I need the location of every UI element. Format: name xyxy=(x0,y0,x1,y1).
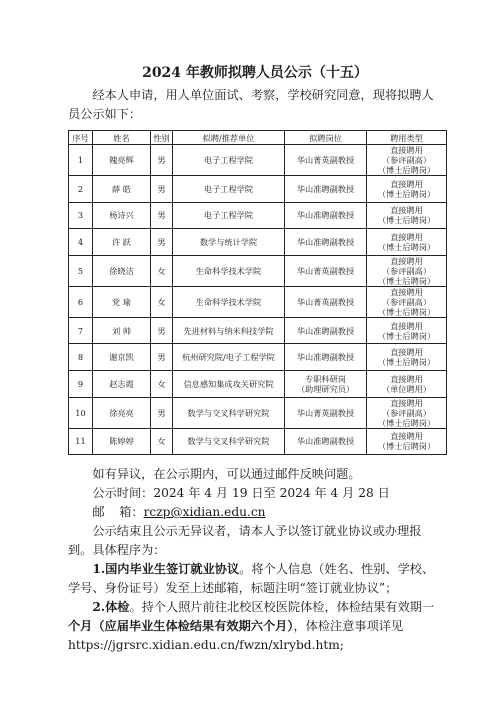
table-row xyxy=(69,344,447,371)
cell-name: 杨诗兴 xyxy=(93,202,151,229)
table-row xyxy=(69,255,447,286)
cell-name: 刘 帅 xyxy=(93,317,151,344)
cell-gender: 女 xyxy=(151,370,173,397)
table-body xyxy=(69,145,447,455)
cell-unit: 信息感知集成攻关研究院 xyxy=(173,370,285,397)
cell-unit: 先进材料与纳米科技学院 xyxy=(173,317,285,344)
header-type: 聘用类型 xyxy=(367,131,447,145)
cell-name: 谢京凯 xyxy=(93,344,151,371)
cell-name: 隗亮辉 xyxy=(93,145,151,176)
cell-no: 6 xyxy=(69,286,93,317)
cell-position: 华山菁英副教授 xyxy=(285,255,367,286)
cell-gender: 男 xyxy=(151,202,173,229)
cell-no: 7 xyxy=(69,317,93,344)
cell-position: 华山准聘副教授 xyxy=(285,176,367,203)
cell-name: 徐亮亮 xyxy=(93,397,151,428)
cell-no: 4 xyxy=(69,229,93,256)
period-label: 公示时间： xyxy=(92,486,154,501)
cell-position: 华山准聘副教授 xyxy=(285,229,367,256)
cell-name: 徐晓洁 xyxy=(93,255,151,286)
cell-name: 党 瑜 xyxy=(93,286,151,317)
cell-type: 直接聘用 （博士后聘岗） xyxy=(367,344,447,371)
cell-type: 直接聘用 （参评副高） （博士后聘岗） xyxy=(367,397,447,428)
cell-type: 直接聘用 （参评副高） （博士后聘岗） xyxy=(367,286,447,317)
after-text: 公示结束且公示无异议者，请本人予以签订就业协议或办理报到。具体程序为： xyxy=(68,524,422,558)
step-1-title: 1.国内毕业生签订就业协议 xyxy=(92,562,240,577)
cell-unit: 电子工程学院 xyxy=(173,176,285,203)
cell-unit: 电子工程学院 xyxy=(173,145,285,176)
table-row xyxy=(69,202,447,229)
candidate-table xyxy=(68,130,447,455)
cell-unit: 数学与统计学院 xyxy=(173,229,285,256)
email-link[interactable]: rczp@xidian.edu.cn xyxy=(143,505,266,520)
cell-gender: 男 xyxy=(151,145,173,176)
cell-gender: 女 xyxy=(151,286,173,317)
cell-position: 华山准聘副教授 xyxy=(285,428,367,455)
cell-position: 华山准聘副教授 xyxy=(285,344,367,371)
cell-type: 直接聘用 （单位聘用） xyxy=(367,370,447,397)
cell-gender: 男 xyxy=(151,176,173,203)
cell-gender: 男 xyxy=(151,344,173,371)
cell-type: 直接聘用 （博士后聘岗） xyxy=(367,202,447,229)
table-row xyxy=(69,428,447,455)
cell-type: 直接聘用 （参评副高） （博士后聘岗） xyxy=(367,255,447,286)
page-title: 2024 年教师拟聘人员公示（十五） xyxy=(142,65,368,81)
cell-unit: 数学与交叉科学研究院 xyxy=(173,397,285,428)
cell-name: 赵志霞 xyxy=(93,370,151,397)
header-gender: 性别 xyxy=(151,131,173,145)
table-row xyxy=(69,145,447,176)
header-no: 序号 xyxy=(69,131,93,145)
checkup-url-link[interactable]: https://jgrsrc.xidian.edu.cn/fwzn/xlrybd.htm; xyxy=(68,638,344,653)
cell-gender: 女 xyxy=(151,428,173,455)
step-2-title: 2.体检 xyxy=(92,600,130,615)
cell-position: 专职科研岗 （助理研究员） xyxy=(285,370,367,397)
cell-unit: 数学与交叉科学研究院 xyxy=(173,428,285,455)
cell-unit: 电子工程学院 xyxy=(173,202,285,229)
header-unit: 拟聘/推荐单位 xyxy=(173,131,285,145)
step-2-rest: ，体检注意事项详见 xyxy=(293,619,404,634)
cell-gender: 男 xyxy=(151,229,173,256)
cell-no: 9 xyxy=(69,370,93,397)
cell-no: 1 xyxy=(69,145,93,176)
table-row xyxy=(69,176,447,203)
table-row xyxy=(69,286,447,317)
cell-position: 华山准聘副教授 xyxy=(285,202,367,229)
intro-paragraph: 经本人申请，用人单位面试、考察，学校研究同意，现将拟聘人员公示如下： xyxy=(68,88,434,121)
table-header-row xyxy=(69,131,447,145)
header-position: 拟聘岗位 xyxy=(285,131,367,145)
header-name: 姓名 xyxy=(93,131,151,145)
cell-no: 5 xyxy=(69,255,93,286)
step-2-validity: 个月（应届毕业生体检结果有效期六个月） xyxy=(68,619,294,634)
table-row xyxy=(69,370,447,397)
cell-gender: 男 xyxy=(151,397,173,428)
step-1 xyxy=(68,560,442,598)
step-2-url-line xyxy=(68,636,442,655)
cell-no: 2 xyxy=(69,176,93,203)
period-line xyxy=(68,484,442,503)
cell-position: 华山菁英副教授 xyxy=(285,286,367,317)
period-value: 2024 年 4 月 19 日至 2024 年 4 月 28 日 xyxy=(153,486,390,501)
cell-name: 许 跃 xyxy=(93,229,151,256)
cell-type: 直接聘用 （博士后聘岗） xyxy=(367,176,447,203)
cell-name: 陈婷婷 xyxy=(93,428,151,455)
cell-unit: 杭州研究院/电子工程学院 xyxy=(173,344,285,371)
cell-name: 薛 皓 xyxy=(93,176,151,203)
mailbox-label-b: 箱： xyxy=(119,505,144,520)
cell-gender: 女 xyxy=(151,255,173,286)
table-row xyxy=(69,229,447,256)
cell-type: 直接聘用 （博士后聘岗） xyxy=(367,317,447,344)
cell-no: 11 xyxy=(69,428,93,455)
table-row xyxy=(69,397,447,428)
cell-no: 8 xyxy=(69,344,93,371)
step-1-text: 。将个人信息（姓名、性别、学校、学号、身份证号）发至上述邮箱，标题注明“签订就业协议”； xyxy=(68,562,435,596)
mailbox-line xyxy=(68,503,442,522)
mailbox-label-a: 邮 xyxy=(92,505,105,520)
cell-gender: 男 xyxy=(151,317,173,344)
cell-no: 10 xyxy=(69,397,93,428)
step-2 xyxy=(68,598,442,636)
cell-unit: 生命科学技术学院 xyxy=(173,255,285,286)
cell-type: 直接聘用 （博士后聘岗） xyxy=(367,229,447,256)
table-row xyxy=(69,317,447,344)
step-2-text: 。持个人照片前往北校区校医院体检，体检结果有效期一 xyxy=(129,600,435,615)
cell-type: 直接聘用 （博士后聘岗） xyxy=(367,428,447,455)
objection-text: 如有异议，在公示期内，可以通过邮件反映问题。 xyxy=(92,467,361,482)
cell-type: 直接聘用 （参评副高） （博士后聘岗） xyxy=(367,145,447,176)
cell-position: 华山菁英副教授 xyxy=(285,145,367,176)
cell-position: 华山菁英副教授 xyxy=(285,397,367,428)
cell-no: 3 xyxy=(69,202,93,229)
notice-section xyxy=(68,465,442,655)
cell-unit: 生命科学技术学院 xyxy=(173,286,285,317)
cell-position: 华山准聘副教授 xyxy=(285,317,367,344)
